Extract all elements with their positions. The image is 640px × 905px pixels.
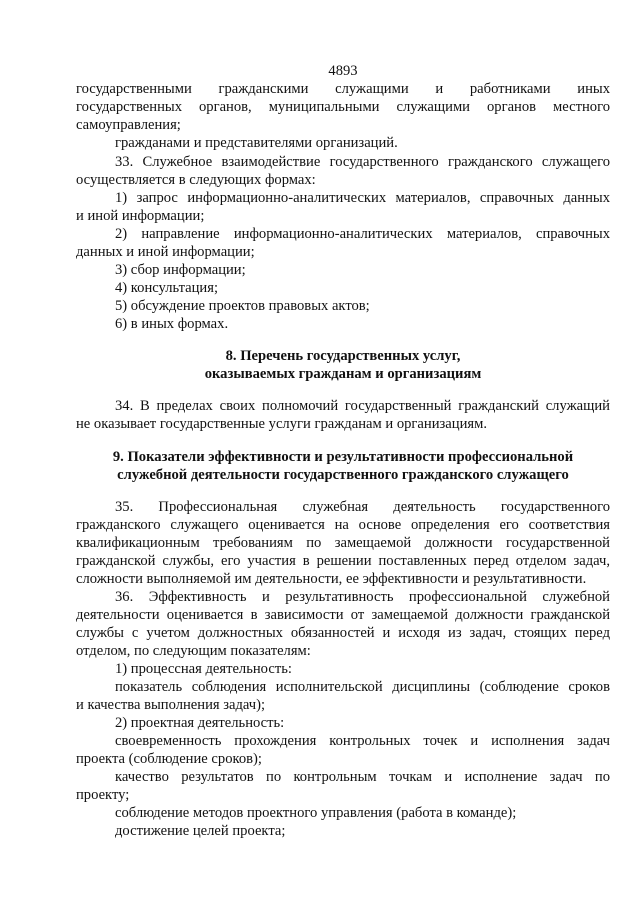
section-8-heading: оказываемых гражданам и организациям — [204, 366, 482, 382]
text-line: государственных органов, муниципальными служащими органов местного — [76, 99, 610, 115]
paragraph-36-line: службы с учетом должностных обязанностей и исходя из задач, стоящих перед — [76, 625, 610, 641]
list-item-cont: проекту; — [76, 787, 130, 803]
list-item: показатель соблюдения исполнительской дисциплины (соблюдение сроков — [115, 679, 610, 695]
paragraph-36-line: отделом, по следующим показателям: — [76, 643, 311, 659]
list-item: 1) запрос информационно-аналитических материалов, справочных данных — [115, 190, 610, 206]
text-line: гражданами и представителями организаций. — [115, 135, 398, 151]
list-item: качество результатов по контрольным точкам и исполнение задач по — [115, 769, 610, 785]
paragraph-34-line: 34. В пределах своих полномочий государственный гражданский служащий — [115, 398, 610, 414]
list-item-cont: данных и иной информации; — [76, 244, 255, 260]
paragraph-36-line: 36. Эффективность и результативность профессиональной служебной — [115, 589, 610, 605]
list-item: 1) процессная деятельность: — [115, 661, 292, 677]
list-item: своевременность прохождения контрольных точек и исполнения задач — [115, 733, 610, 749]
paragraph-35-line: гражданской службы, его участия в решении поставленных перед отделом задач, — [76, 553, 610, 569]
list-item: 4) консультация; — [115, 280, 219, 296]
paragraph-35-line: 35. Профессиональная служебная деятельность государственного — [115, 499, 610, 515]
list-item-cont: и иной информации; — [76, 208, 205, 224]
text-line: государственными гражданскими служащими и работниками иных — [76, 81, 610, 97]
paragraph-35-line: сложности выполняемой им деятельности, ее эффективности и результативности. — [76, 571, 587, 587]
list-item: 3) сбор информации; — [115, 262, 246, 278]
list-item: 2) проектная деятельность: — [115, 715, 285, 731]
page-number: 4893 — [328, 63, 358, 79]
section-9-heading: служебной деятельности государственного гражданского служащего — [117, 467, 569, 483]
paragraph-35-line: гражданского служащего оценивается на основе определения его соответствия — [76, 517, 610, 533]
list-item: соблюдение методов проектного управления (работа в команде); — [115, 805, 517, 821]
list-item: 5) обсуждение проектов правовых актов; — [115, 298, 370, 314]
paragraph-36-line: деятельности оценивается в зависимости от замещаемой должности гражданской — [76, 607, 610, 623]
section-9-heading: 9. Показатели эффективности и результативности профессиональной — [112, 449, 574, 465]
paragraph-34-line: не оказывает государственные услуги гражданам и организациям. — [76, 416, 487, 432]
list-item-cont: и качества выполнения задач); — [76, 697, 266, 713]
list-item: 6) в иных формах. — [115, 316, 229, 332]
list-item-cont: проекта (соблюдение сроков); — [76, 751, 262, 767]
paragraph-35-line: квалификационным требованиям по замещаемой должности государственной — [76, 535, 610, 551]
list-item: достижение целей проекта; — [115, 823, 286, 839]
text-line: самоуправления; — [76, 117, 181, 133]
paragraph-33-line: осуществляется в следующих формах: — [76, 172, 316, 188]
section-8-heading: 8. Перечень государственных услуг, — [225, 348, 461, 364]
paragraph-33-line: 33. Служебное взаимодействие государственного гражданского служащего — [115, 154, 610, 170]
list-item: 2) направление информационно-аналитических материалов, справочных — [115, 226, 610, 242]
